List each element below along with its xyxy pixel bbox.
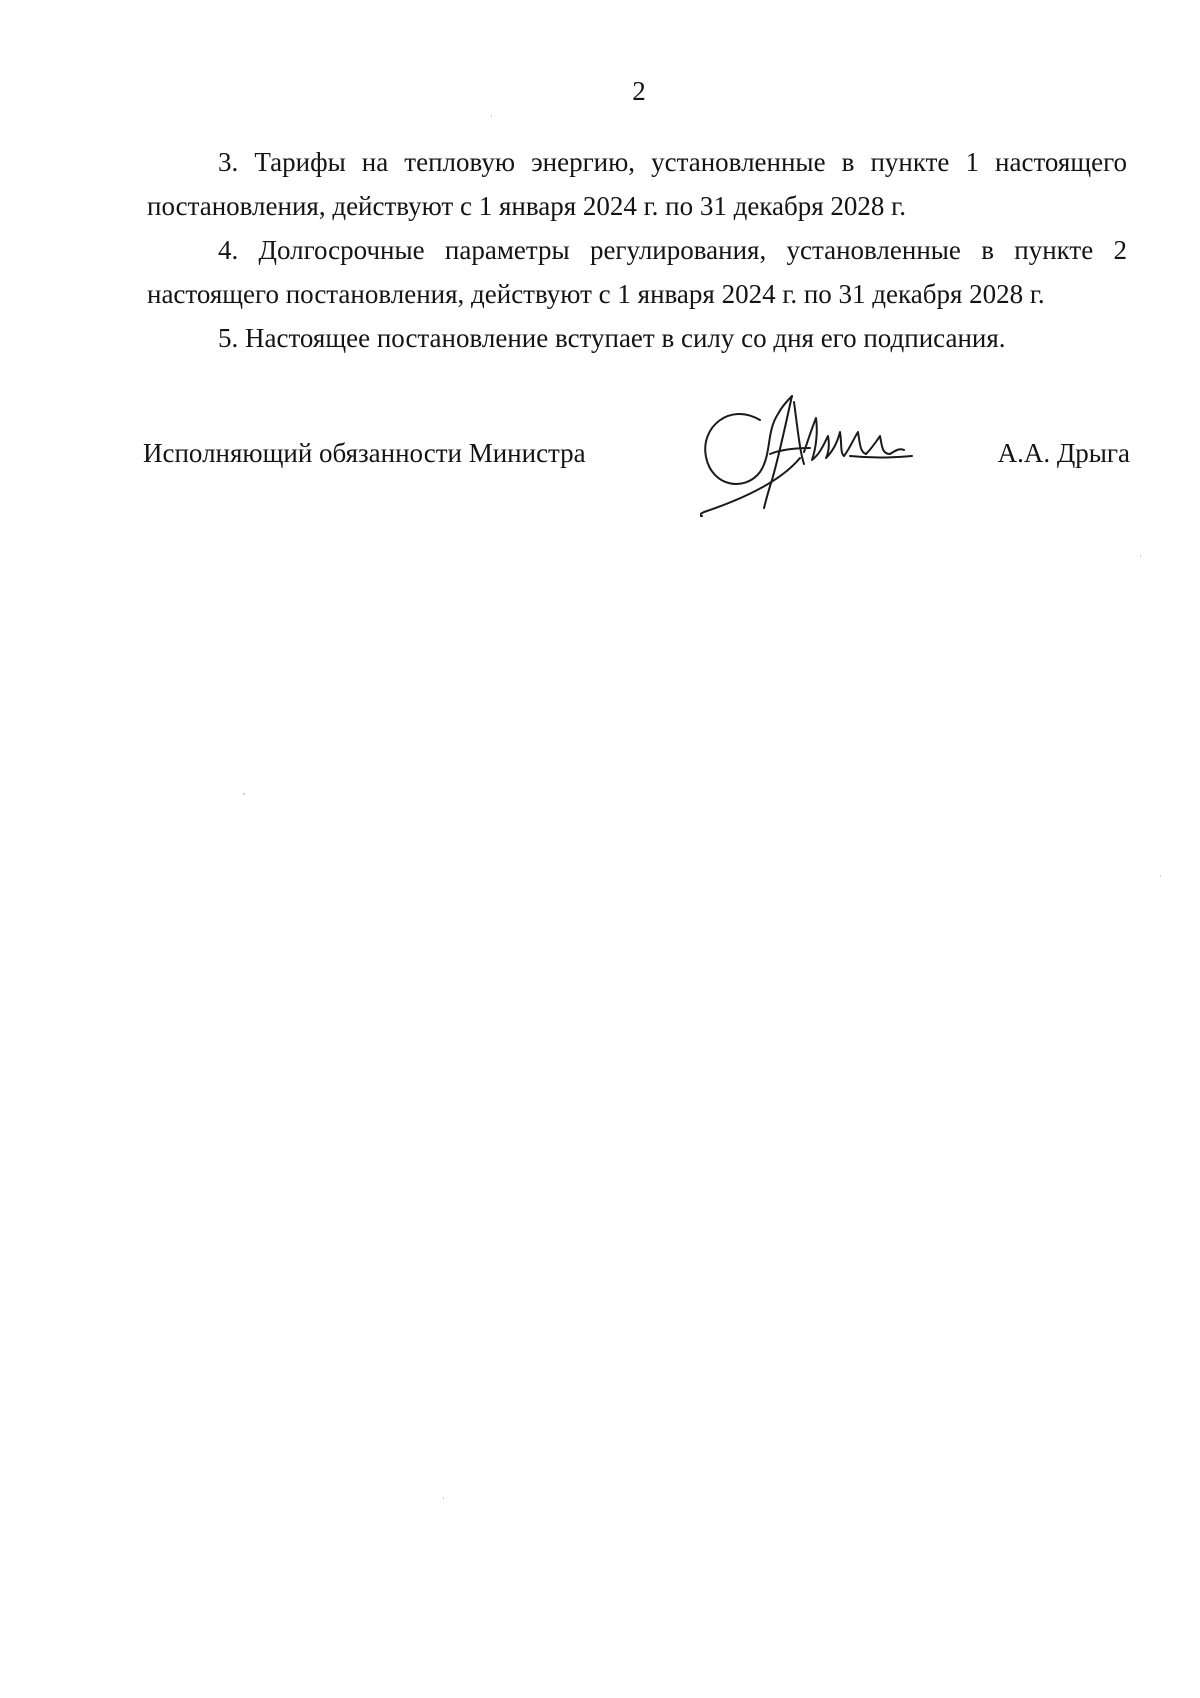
scan-speck (243, 793, 245, 795)
signatory-title: Исполняющий обязанности Министра (143, 438, 586, 468)
signatory-name: А.А. Дрыга (997, 438, 1130, 468)
scan-speck (1160, 875, 1161, 877)
scan-speck (443, 1497, 444, 1499)
handwritten-signature (700, 392, 930, 532)
paragraph-4: 4. Долгосрочные параметры регулирования, установленные в пункте 2 настоящего постановления, действуют с 1 января 2024 г. по 31 декабря 2028 г. (147, 235, 1127, 309)
scan-speck (1140, 555, 1141, 557)
page-number: 2 (632, 76, 646, 106)
paragraph-3: 3. Тарифы на тепловую энергию, установленные в пункте 1 настоящего постановления, действуют с 1 января 2024 г. по 31 декабря 2028 г. (147, 147, 1127, 221)
scan-speck (491, 115, 492, 117)
document-body (147, 140, 1127, 360)
paragraph-5: 5. Настоящее постановление вступает в силу со дня его подписания. (218, 323, 1006, 353)
